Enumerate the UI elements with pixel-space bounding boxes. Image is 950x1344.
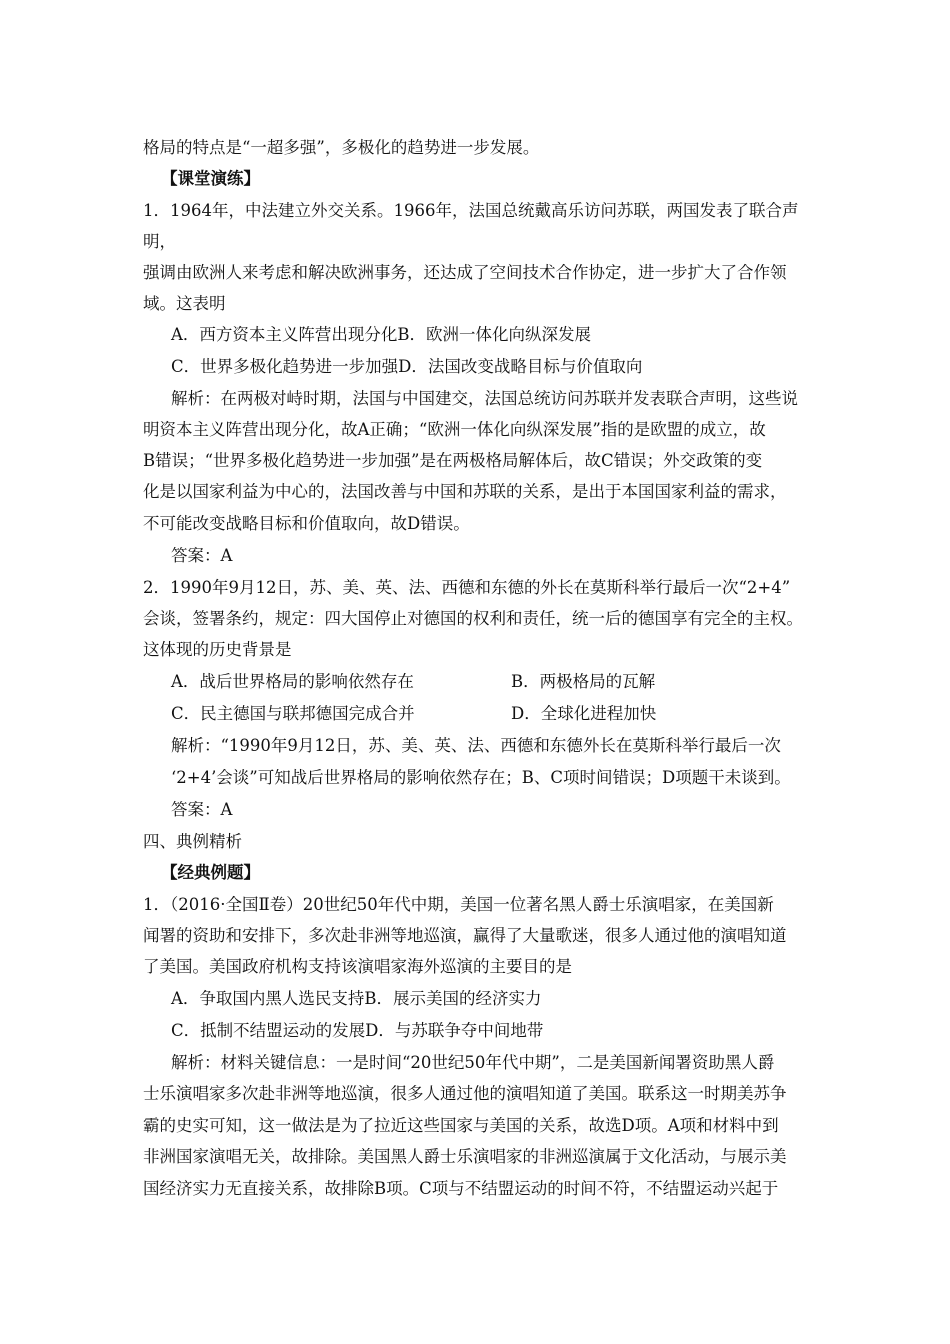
question-1-stem: 域。这表明 <box>143 294 226 313</box>
question-2-option-d: D．全球化进程加快 <box>511 704 657 723</box>
question-1-stem: 明， <box>143 232 176 251</box>
question-2-option-c: C．民主德国与联邦德国完成合并 <box>171 704 415 723</box>
question-2-option-b: B．两极格局的瓦解 <box>511 672 656 691</box>
text-line: 格局的特点是“一超多强”，多极化的趋势进一步发展。 <box>143 138 540 157</box>
question-2-option-a: A．战后世界格局的影响依然存在 <box>171 672 414 691</box>
question-2-analysis: ‘2+4’会谈”可知战后世界格局的影响依然存在；B、C项时间错误；D项题干未谈到。 <box>171 768 791 787</box>
question-1-options-cd: C．世界多极化趋势进一步加强D．法国改变战略目标与价值取向 <box>171 357 643 376</box>
section-heading-example-analysis: 四、典例精析 <box>143 832 242 851</box>
section-heading-classroom-practice: 【课堂演练】 <box>161 169 260 188</box>
question-1-analysis: B错误；“世界多极化趋势进一步加强”是在两极格局解体后，故C错误；外交政策的变 <box>143 451 763 470</box>
question-2-analysis: 解析：“1990年9月12日，苏、美、英、法、西德和东德外长在莫斯科举行最后一次 <box>171 736 781 755</box>
question-1-stem: 强调由欧洲人来考虑和解决欧洲事务，还达成了空间技术合作协定，进一步扩大了合作领 <box>143 263 787 282</box>
section-heading-classic-examples: 【经典例题】 <box>161 863 260 882</box>
question-1-analysis: 明资本主义阵营出现分化，故A正确；“欧洲一体化向纵深发展”指的是欧盟的成立，故 <box>143 420 766 439</box>
example-1-analysis: 霸的史实可知，这一做法是为了拉近这些国家与美国的关系，故选D项。A项和材料中到 <box>143 1116 779 1135</box>
question-1-analysis: 化是以国家利益为中心的，法国改善与中国和苏联的关系，是出于本国国家利益的需求， <box>143 482 787 501</box>
question-2-stem: 2．1990年9月12日，苏、美、英、法、西德和东德的外长在莫斯科举行最后一次“2+4” <box>143 578 791 597</box>
example-1-stem: 闻署的资助和安排下，多次赴非洲等地巡演，赢得了大量歌迷，很多人通过他的演唱知道 <box>143 926 787 945</box>
question-1-analysis: 解析：在两极对峙时期，法国与中国建交，法国总统访问苏联并发表联合声明，这些说 <box>171 389 798 408</box>
question-2-stem: 这体现的历史背景是 <box>143 640 292 659</box>
question-2-answer: 答案：A <box>171 800 233 819</box>
example-1-options-ab: A．争取国内黑人选民支持B．展示美国的经济实力 <box>171 989 542 1008</box>
question-1-answer: 答案：A <box>171 546 233 565</box>
question-1-stem: 1．1964年，中法建立外交关系。1966年，法国总统戴高乐访问苏联，两国发表了联合声 <box>143 201 799 220</box>
question-2-stem: 会谈，签署条约，规定：四大国停止对德国的权利和责任，统一后的德国享有完全的主权。 <box>143 609 803 628</box>
example-1-stem: 了美国。美国政府机构支持该演唱家海外巡演的主要目的是 <box>143 957 572 976</box>
example-1-analysis: 解析：材料关键信息：一是时间“20世纪50年代中期”，二是美国新闻署资助黑人爵 <box>171 1053 775 1072</box>
example-1-analysis: 士乐演唱家多次赴非洲等地巡演，很多人通过他的演唱知道了美国。联系这一时期美苏争 <box>143 1084 787 1103</box>
example-1-analysis: 国经济实力无直接关系，故排除B项。C项与不结盟运动的时间不符，不结盟运动兴起于 <box>143 1179 779 1198</box>
example-1-stem: 1．（2016·全国Ⅱ卷）20世纪50年代中期，美国一位著名黑人爵士乐演唱家，在美国新 <box>143 895 774 914</box>
question-1-options-ab: A．西方资本主义阵营出现分化B．欧洲一体化向纵深发展 <box>171 325 592 344</box>
example-1-options-cd: C．抵制不结盟运动的发展D．与苏联争夺中间地带 <box>171 1021 544 1040</box>
question-1-analysis: 不可能改变战略目标和价值取向，故D错误。 <box>143 514 470 533</box>
example-1-analysis: 非洲国家演唱无关，故排除。美国黑人爵士乐演唱家的非洲巡演属于文化活动，与展示美 <box>143 1147 787 1166</box>
